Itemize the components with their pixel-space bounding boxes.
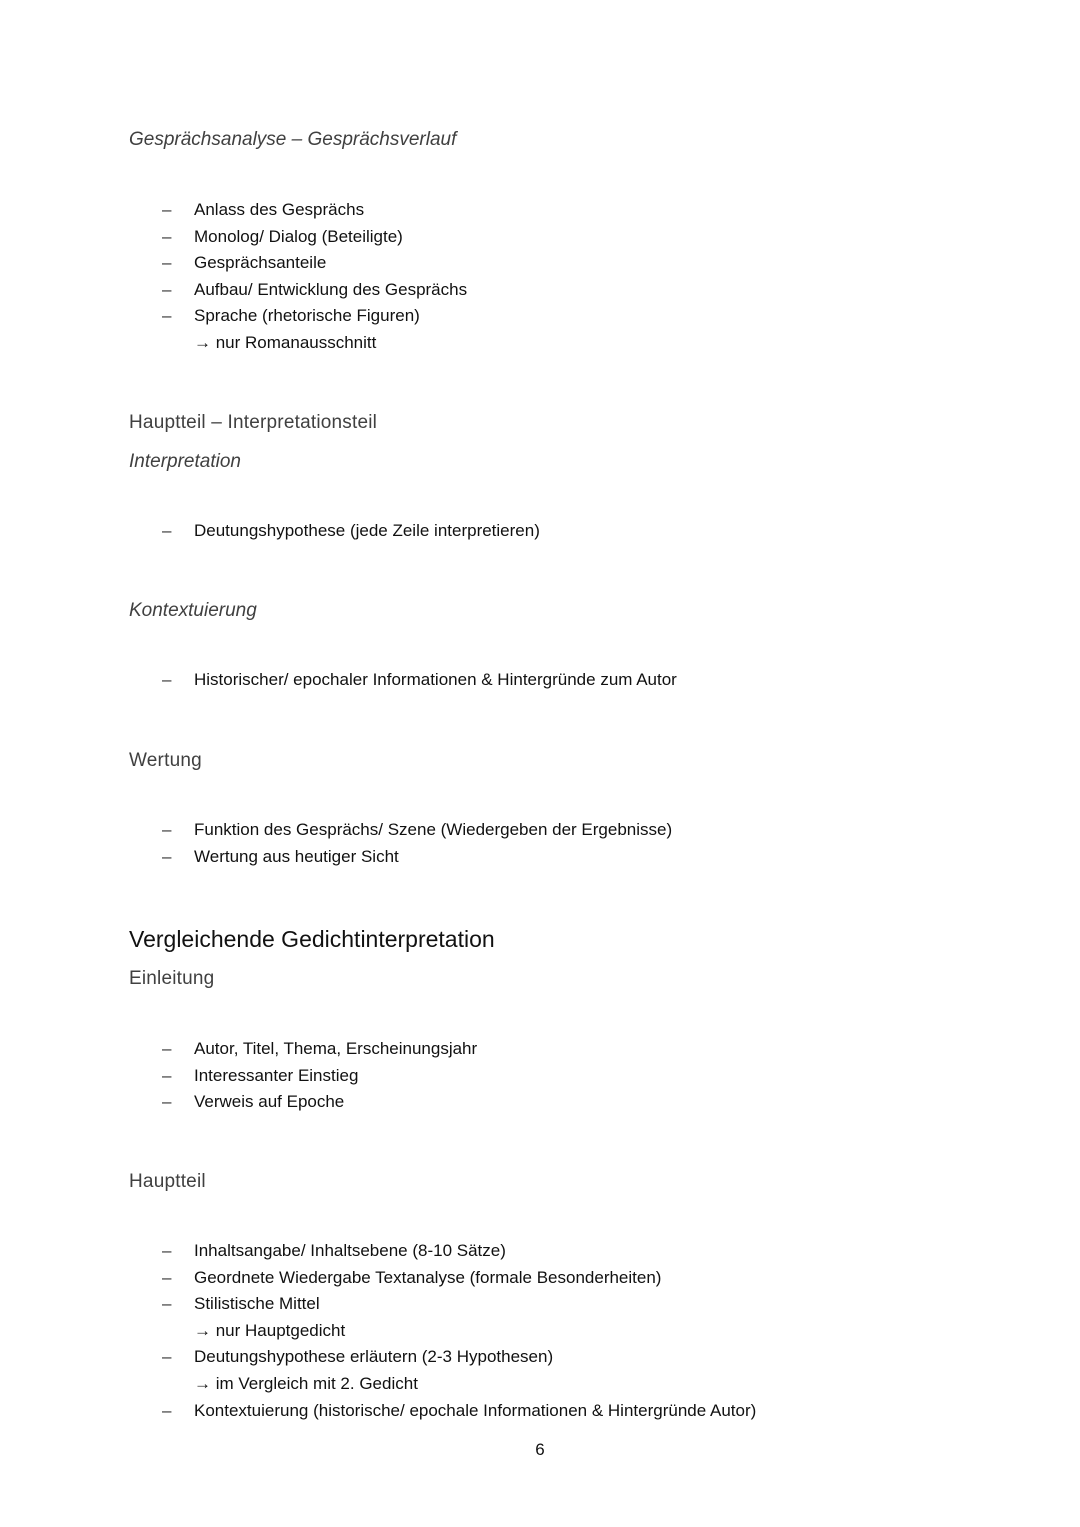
list-einleitung: [0, 1036, 477, 1116]
section-title-wertung: Wertung: [129, 750, 202, 771]
list-item: – Stilistische Mittel: [0, 1291, 756, 1318]
heading-vergleichende-gedichtinterpretation: Vergleichende Gedichtinterpretation: [129, 926, 495, 952]
list-note: → nur Romanausschnitt: [194, 332, 377, 352]
list-hauptteil-vergleich: [0, 1238, 756, 1424]
list-item: – Aufbau/ Entwicklung des Gesprächs: [0, 277, 467, 304]
list-note: → nur Hauptgedicht: [194, 1320, 346, 1340]
list-item: – Deutungshypothese erläutern (2-3 Hypothesen): [0, 1344, 756, 1371]
list-item: – Funktion des Gesprächs/ Szene (Wiedergeben der Ergebnisse): [0, 817, 672, 844]
list-item: – Anlass des Gesprächs: [0, 197, 467, 224]
section-title-gespraechsanalyse: Gesprächsanalyse – Gesprächsverlauf: [129, 129, 457, 150]
list-gespraechsanalyse: [0, 197, 467, 357]
page-number: 6: [535, 1440, 545, 1459]
list-item: – Deutungshypothese (jede Zeile interpretieren): [0, 518, 540, 545]
list-item: – Monolog/ Dialog (Beteiligte): [0, 224, 467, 251]
list-item: – Historischer/ epochaler Informationen & Hintergründe zum Autor: [0, 667, 677, 694]
list-interpretation: [0, 518, 540, 545]
list-item: – Geordnete Wiedergabe Textanalyse (formale Besonderheiten): [0, 1265, 756, 1292]
list-item: – Autor, Titel, Thema, Erscheinungsjahr: [0, 1036, 477, 1063]
section-title-kontextuierung: Kontextuierung: [129, 600, 257, 621]
list-kontextuierung: [0, 667, 677, 694]
list-item: – Kontextuierung (historische/ epochale Informationen & Hintergründe Autor): [0, 1398, 756, 1425]
list-note: → im Vergleich mit 2. Gedicht: [194, 1373, 418, 1393]
section-title-einleitung: Einleitung: [129, 968, 215, 989]
section-title-hauptteil-vergleich: Hauptteil: [129, 1171, 206, 1192]
section-subtitle-interpretation: Interpretation: [129, 451, 241, 472]
list-item: – Sprache (rhetorische Figuren): [0, 303, 467, 330]
list-item: – Interessanter Einstieg: [0, 1063, 477, 1090]
section-title-hauptteil: Hauptteil – Interpretationsteil: [129, 412, 378, 433]
list-item: – Inhaltsangabe/ Inhaltsebene (8-10 Sätze): [0, 1238, 756, 1265]
list-item: – Wertung aus heutiger Sicht: [0, 844, 672, 871]
list-item: – Verweis auf Epoche: [0, 1089, 477, 1116]
list-item: – Gesprächsanteile: [0, 250, 467, 277]
list-wertung: [0, 817, 672, 870]
